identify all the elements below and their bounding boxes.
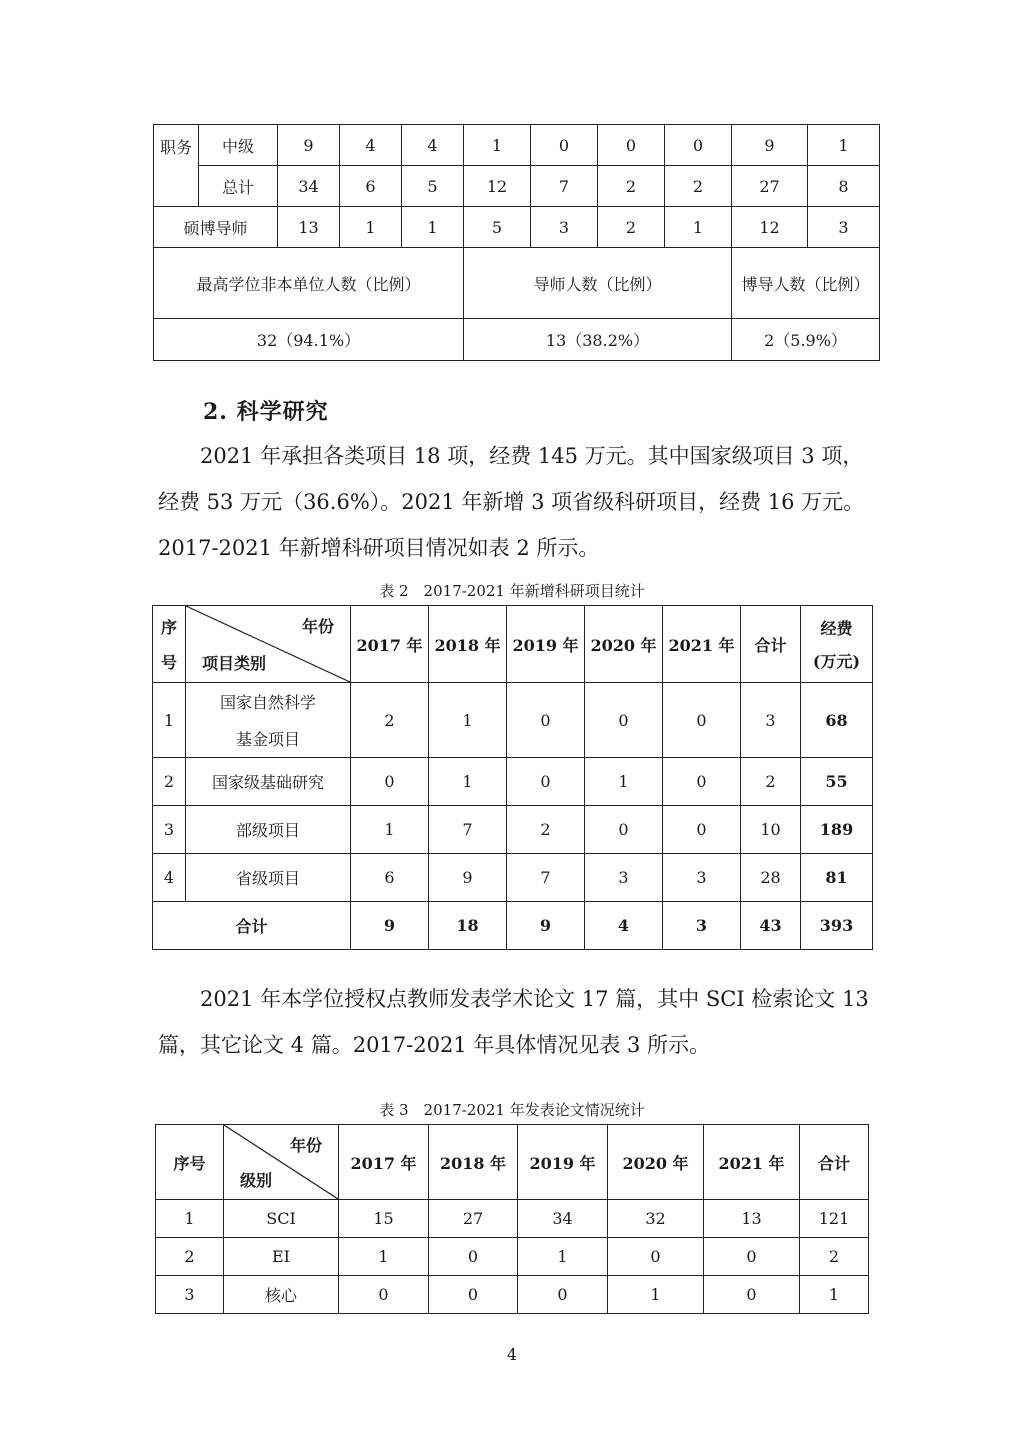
header-seq-bottom: 号 [160,653,177,672]
table-cell: 6 [340,166,402,207]
table-cell: 1 [429,758,507,806]
table-cell: 3 [153,806,186,854]
row-label: 中级 [199,125,278,166]
funding-cell: 81 [801,854,873,902]
table-row [154,207,880,248]
table-cell: 4 [153,854,186,902]
table-cell: 2 [351,683,429,758]
table-cell: 1 [464,125,531,166]
header-level: 级别 [240,1171,273,1190]
table-cell: 4 [402,125,464,166]
table-cell: 0 [663,683,741,758]
header-seq-top: 序 [160,618,177,637]
table-cell: 13 [704,1200,800,1238]
table-cell: 0 [608,1238,704,1276]
table-cell: 0 [507,683,585,758]
table-cell: 0 [351,758,429,806]
table-row [156,1200,869,1238]
table-cell: 3 [808,207,880,248]
category-line: 国家自然科学 [219,693,316,712]
table-cell: 4 [340,125,402,166]
funding-cell: 68 [801,683,873,758]
funding-cell: 393 [801,902,873,950]
table-cell: 0 [598,125,665,166]
summary-value: 32（94.1%） [154,319,464,361]
table-cell: 2 [156,1238,224,1276]
level-cell: SCI [224,1200,339,1238]
table-cell: 27 [429,1200,518,1238]
table-row [153,683,873,758]
table-cell: 3 [663,854,741,902]
table-cell: 32 [608,1200,704,1238]
diagonal-header-cell [186,606,351,683]
table-cell: 3 [585,854,663,902]
table-cell: 1 [585,758,663,806]
table-cell: 2 [800,1238,869,1276]
table-caption: 表 3 2017-2021 年发表论文情况统计 [379,1101,645,1119]
diagonal-header-cell [224,1125,339,1200]
table-cell: 0 [663,758,741,806]
table-cell: 1 [808,125,880,166]
header-year: 年份 [301,617,334,636]
table-cell: 1 [351,806,429,854]
table-cell: 7 [507,854,585,902]
table-cell: 1 [608,1276,704,1314]
header-year-col: 2017 年 [339,1125,429,1200]
table-cell: 34 [518,1200,608,1238]
table-cell: 7 [429,806,507,854]
table-cell: 10 [741,806,801,854]
level-cell: EI [224,1238,339,1276]
header-seq [153,606,186,683]
table-cell: 1 [340,207,402,248]
table-cell: 3 [531,207,598,248]
table-cell: 0 [665,125,732,166]
table-cell: 1 [402,207,464,248]
table-cell: 12 [732,207,808,248]
funding-cell: 189 [801,806,873,854]
table-cell: 0 [531,125,598,166]
table-cell: 0 [429,1238,518,1276]
research-projects-table [152,605,873,950]
header-year-col: 2020 年 [585,606,663,683]
header-total: 合计 [741,606,801,683]
table-cell: 6 [351,854,429,902]
table-cell: 9 [429,854,507,902]
table-cell: 9 [732,125,808,166]
table-cell: 0 [585,806,663,854]
table-cell: 0 [429,1276,518,1314]
paragraph: 2021 年本学位授权点教师发表学术论文 17 篇，其中 SCI 检索论文 13 篇，其它论文 4 篇。2017-2021 年具体情况见表 3 所示。 [158,987,869,1057]
table-cell: 0 [704,1238,800,1276]
table-cell: 28 [741,854,801,902]
header-funding-bottom: (万元) [812,652,861,671]
table-cell: 0 [339,1276,429,1314]
table-cell: 12 [464,166,531,207]
page-number: 4 [506,1345,518,1364]
header-year-col: 2020 年 [608,1125,704,1200]
table-row [153,854,873,902]
table-header-row [156,1125,869,1200]
header-year-col: 2019 年 [507,606,585,683]
header-total: 合计 [800,1125,869,1200]
table-cell: 9 [351,902,429,950]
table-cell: 0 [518,1276,608,1314]
table-total-row [153,902,873,950]
table-cell: 1 [800,1276,869,1314]
table-cell: 13 [278,207,340,248]
row-group-label: 职务 [154,125,199,207]
table-cell: 2 [598,207,665,248]
table-row [154,248,880,319]
table-cell: 2 [507,806,585,854]
summary-header: 博导人数（比例） [732,248,880,319]
table-cell: 1 [518,1238,608,1276]
table-cell: 2 [741,758,801,806]
table-cell: 2 [598,166,665,207]
table-cell: 2 [665,166,732,207]
table-cell: 3 [741,683,801,758]
table-cell: 121 [800,1200,869,1238]
header-year-col: 2021 年 [663,606,741,683]
table-cell: 15 [339,1200,429,1238]
table-cell: 7 [531,166,598,207]
level-cell: 核心 [224,1276,339,1314]
table-row [156,1238,869,1276]
header-year-col: 2019 年 [518,1125,608,1200]
table-cell: 1 [429,683,507,758]
table-row [154,125,880,166]
category-cell [186,683,351,758]
table-row [156,1276,869,1314]
table-row [153,758,873,806]
table-cell: 8 [808,166,880,207]
table-row [154,166,880,207]
header-year-col: 2021 年 [704,1125,800,1200]
summary-header: 导师人数（比例） [464,248,732,319]
row-label: 总计 [199,166,278,207]
table-cell: 1 [665,207,732,248]
category-cell: 国家级基础研究 [186,758,351,806]
table-cell: 9 [507,902,585,950]
faculty-table [153,124,880,361]
table-cell: 34 [278,166,340,207]
table-cell: 3 [663,902,741,950]
table-cell: 1 [153,683,186,758]
category-cell: 部级项目 [186,806,351,854]
header-year-col: 2018 年 [429,1125,518,1200]
category-line: 基金项目 [235,730,300,749]
header-year-col: 2017 年 [351,606,429,683]
header-funding-top: 经费 [820,619,853,638]
header-year-col: 2018 年 [429,606,507,683]
summary-header: 最高学位非本单位人数（比例） [154,248,464,319]
table-cell: 0 [704,1276,800,1314]
section-heading: 2. 科学研究 [203,399,329,425]
table-row [154,319,880,361]
table-cell: 1 [156,1200,224,1238]
header-category: 项目类别 [202,654,267,673]
header-year: 年份 [289,1136,322,1155]
row-label: 硕博导师 [154,207,278,248]
table-cell: 9 [278,125,340,166]
table-cell: 43 [741,902,801,950]
table-cell: 0 [585,683,663,758]
header-seq: 序号 [156,1125,224,1200]
funding-cell: 55 [801,758,873,806]
table-cell: 2 [153,758,186,806]
table-cell: 27 [732,166,808,207]
table-cell: 0 [663,806,741,854]
category-cell: 省级项目 [186,854,351,902]
table-cell: 5 [402,166,464,207]
table-cell: 18 [429,902,507,950]
header-funding [801,606,873,683]
summary-value: 2（5.9%） [732,319,880,361]
paragraph: 2021 年承担各类项目 18 项，经费 145 万元。其中国家级项目 3 项，经费 53 万元（36.6%）。2021 年新增 3 项省级科研项目，经费 16 万元。2017-2021 年新增科研项目情况如表 2 所示。 [158,444,865,560]
table-header-row [153,606,873,683]
table-cell: 0 [507,758,585,806]
table-cell: 4 [585,902,663,950]
table-caption: 表 2 2017-2021 年新增科研项目统计 [379,582,645,600]
total-label: 合计 [153,902,351,950]
summary-value: 13（38.2%） [464,319,732,361]
table-cell: 3 [156,1276,224,1314]
publications-table [155,1124,869,1314]
table-cell: 1 [339,1238,429,1276]
table-cell: 5 [464,207,531,248]
table-row [153,806,873,854]
